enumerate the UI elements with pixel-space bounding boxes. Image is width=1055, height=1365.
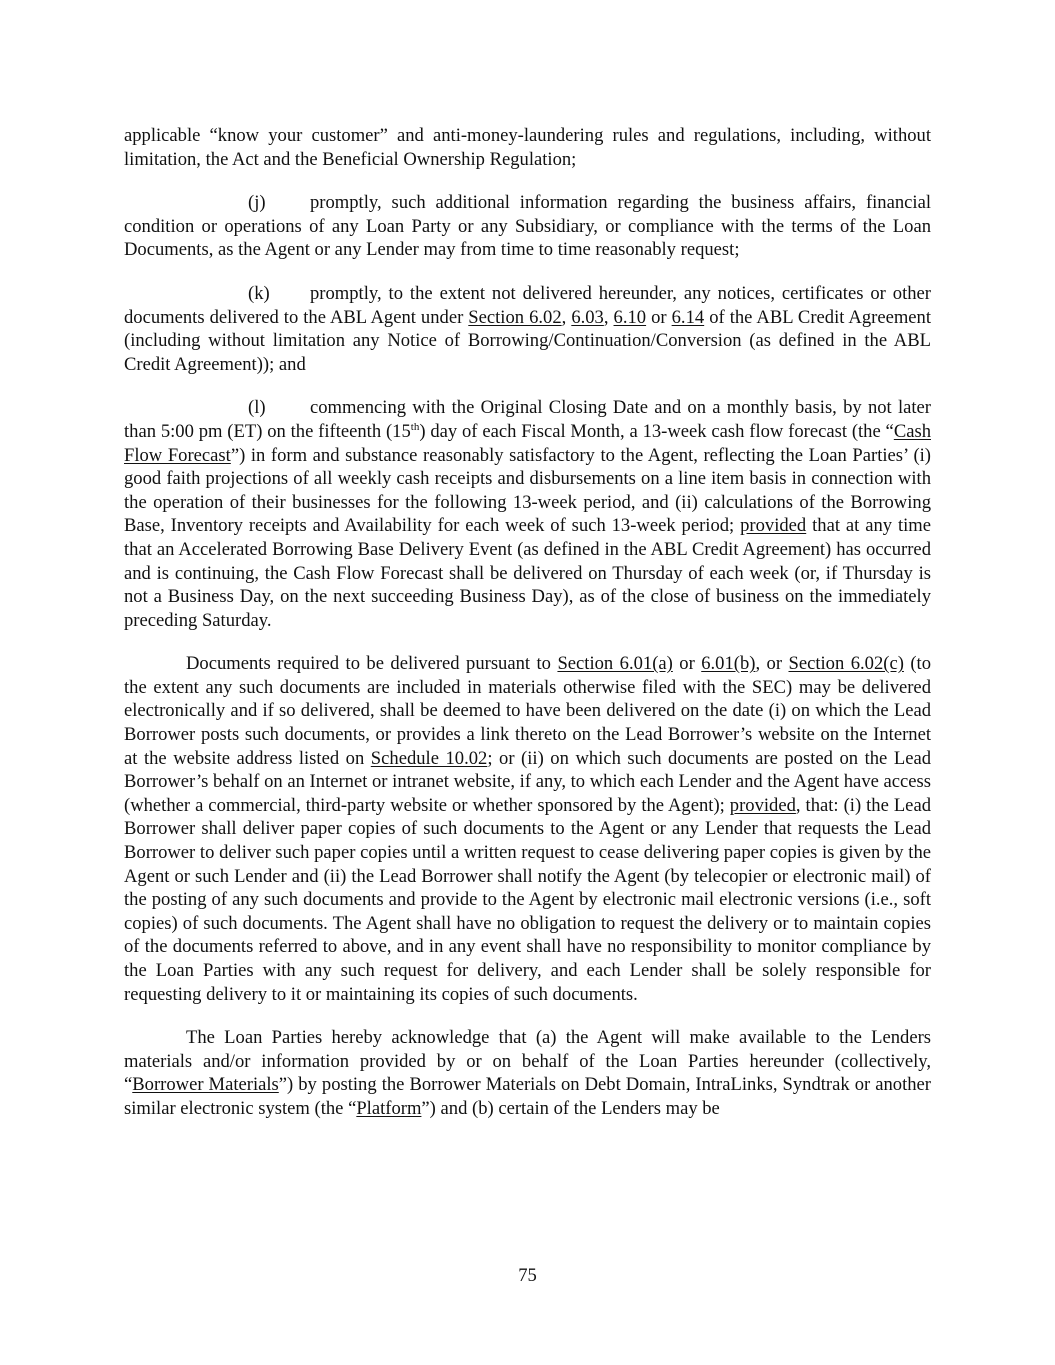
ordinal-superscript: th: [410, 420, 420, 433]
paragraph-k-label: (k): [248, 282, 270, 304]
document-page: [124, 124, 931, 1141]
paragraph-l: (l) commencing with the Original Closing Date and on a monthly basis, by not later than 5:00 pm (ET) on the fifteenth (15th) day of each Fiscal Month, a 13-week cash flow forecast (the “Cash Flow Forecast”) in form and substance reasonably satisfactory to the Agent, reflecting the Loan Parties’ (i) good faith projections of all weekly cash receipts and disbursements on a line item basis in connection with the operation of their businesses for the following 13-week period, and (ii) calculations of the Borrowing Base, Inventory receipts and Availability for each week of such 13-week period; provided that at any time that an Accelerated Borrowing Base Delivery Event (as defined in the ABL Credit Agreement) has occurred and is continuing, the Cash Flow Forecast shall be delivered on Thursday of each week (or, if Thursday is not a Business Day, on the next succeeding Business Day), as of the close of business on the immediately preceding Saturday.: [124, 397, 931, 631]
section-ref: Section 6.02: [468, 306, 562, 328]
paragraph-loan-parties: The Loan Parties hereby acknowledge that (a) the Agent will make available to the Lenders materials and/or information provided by or on behalf of the Loan Parties hereunder (collectively, “Borrower Materials”) by posting the Borrower Materials on Debt Domain, IntraLinks, Syndtrak or another similar electronic system (the “Platform”) and (b) certain of the Lenders may be: [124, 1027, 931, 1119]
defined-term: Borrower Materials: [132, 1074, 279, 1096]
section-ref: 6.10: [613, 306, 647, 328]
schedule-ref: Schedule 10.02: [370, 747, 488, 769]
section-ref: 6.01(b): [701, 653, 756, 675]
section-ref: 6.14: [671, 306, 705, 328]
page-number: 75: [518, 1265, 537, 1286]
defined-term: Cash Flow Forecast: [124, 420, 931, 466]
defined-term: provided: [729, 794, 796, 816]
paragraph-j: (j) promptly, such additional information regarding the business affairs, financial condition or operations of any Loan Party or any Subsidiary, or compliance with the terms of the Loan Documents, as the Agent or any Lender may from time to time reasonably request;: [124, 192, 931, 261]
section-ref: Section 6.02(c): [788, 653, 904, 675]
paragraph-l-label: (l): [248, 397, 266, 419]
paragraph-j-label: (j): [248, 192, 266, 214]
section-ref: Section 6.01(a): [557, 653, 673, 675]
section-ref: 6.03: [571, 306, 604, 328]
defined-term: Platform: [356, 1097, 422, 1119]
paragraph-k: (k) promptly, to the extent not delivered hereunder, any notices, certificates or other documents delivered to the ABL Agent under Section 6.02, 6.03, 6.10 or 6.14 of the ABL Credit Agreement (including without limitation any Notice of Borrowing/Continuation/Conversion (as defined in the ABL Credit Agreement)); and: [124, 282, 932, 375]
paragraph-i-continuation: applicable “know your customer” and anti-money-laundering rules and regulations, including, without limitation, the Act and the Beneficial Ownership Regulation;: [124, 125, 931, 170]
defined-term: provided: [740, 515, 807, 537]
paragraph-documents: Documents required to be delivered pursuant to Section 6.01(a) or 6.01(b), or Section 6.02(c) (to the extent any such documents are included in materials otherwise filed with the SEC) may be delivered electronically and if so delivered, shall be deemed to have been delivered on the date (i) on which the Lead Borrower posts such documents, or provides a link thereto on the Lead Borrower’s website on the Internet at the website address listed on Schedule 10.02; or (ii) on which such documents are posted on the Lead Borrower’s behalf on an Internet or intranet website, if any, to which each Lender and the Agent have access (whether a commercial, third-party website or whether sponsored by the Agent); provided, that: (i) the Lead Borrower shall deliver paper copies of such documents to the Agent or any Lender that requests the Lead Borrower to deliver such paper copies until a written request to cease delivering paper copies is given by the Agent or such Lender and (ii) the Lead Borrower shall notify the Agent (by telecopier or electronic mail) of the posting of any such documents and provide to the Agent by electronic mail electronic versions (i.e., soft copies) of such documents. The Agent shall have no obligation to request the delivery or to maintain copies of the documents referred to above, and in any event shall have no responsibility to monitor compliance by the Loan Parties with any such request for delivery, and each Lender shall be solely responsible for requesting delivery to it or maintaining its copies of such documents.: [124, 653, 932, 1005]
